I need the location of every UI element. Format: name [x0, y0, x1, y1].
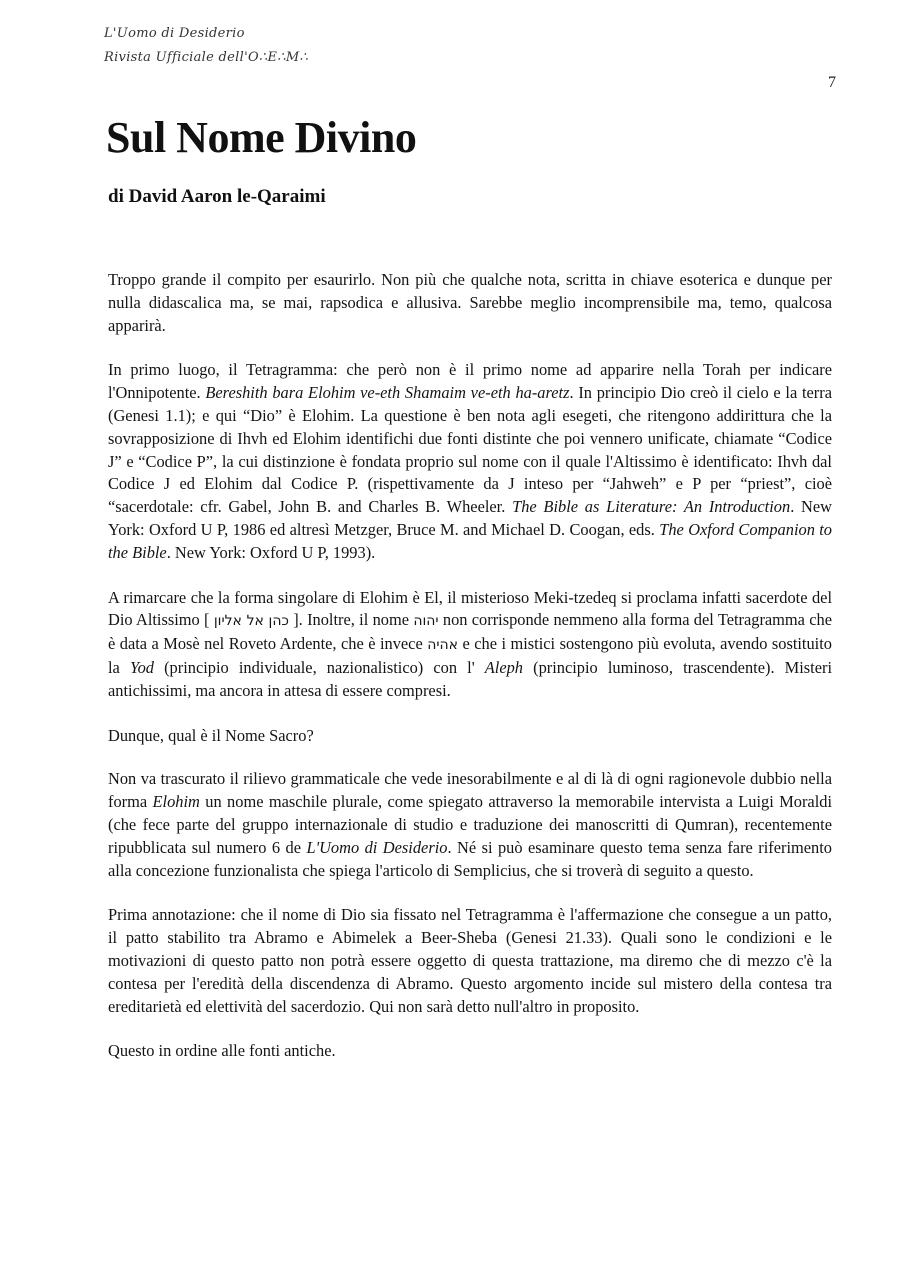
paragraph-6: Prima annotazione: che il nome di Dio sia fissato nel Tetragramma è l'affermazione che consegue a un patto, il patto stabilito tra Abramo e Abimelek a Beer-Sheba (Genesi 21.33). Quali sono le condizioni e le motivazioni di questo patto non potrà essere oggetto di questa trattazione, ma diremo che di mezzo c'è la contesa per l'eredità della discendenza di Abramo. Questo argomento incide sul mistero della contesa tra ereditarietà ed elettività del sacerdozio. Qui non sarà detto null'altro in proposito.	[108, 905, 832, 1016]
italic-term: Yod	[129, 657, 154, 677]
text-span: e che i mistici sostengono più evoluta, avendo sostituito la	[108, 634, 832, 677]
running-header-title: L'Uomo di Desiderio	[104, 26, 245, 41]
text-span: ]. Inoltre, il nome	[288, 610, 414, 630]
page-number: 7	[828, 74, 836, 91]
hebrew-text: אהיה	[427, 637, 458, 654]
text-span: . In principio Dio creò il cielo e la terra (Genesi 1.1); e qui “Dio” è Elohim. La questione è ben nota agli esegeti, che ritengono addirittura che la sovrapposizione di Ihvh ed Elohim identifichi due fonti distinte che poi vennero unificate, chiamate “Codice J” e “Codice P”, la cui distinzione è fondata proprio sul nome con il quale l'Altissimo è identificato: Ihvh dal Codice J ed Elohim dal Codice P. (rispettivamente da J inteso per “Jahweh” e P per “priest”, cioè “sacerdotale: cfr. Gabel, John B. and Charles B. Wheeler.	[108, 383, 833, 517]
italic-quote: Bereshith bara Elohim ve-eth Shamaim ve-eth ha-aretz	[205, 383, 570, 403]
book-title: The Bible as Literature: An Introduction	[512, 497, 791, 517]
paragraph-1: Troppo grande il compito per esaurirlo. Non più che qualche nota, scritta in chiave esoterica e dunque per nulla didascalica ma, se mai, rapsodica e allusiva. Sarebbe meglio incomprensibile ma, temo, qualcosa apparirà.	[108, 270, 832, 335]
text-span: non corrisponde nemmeno alla forma del Tetragramma che è data a Mosè nel Roveto Ardente, che è invece	[108, 610, 833, 654]
text-span: A rimarcare che la forma singolare di Elohim è El, il misterioso Meki-tzedeq si proclama infatti sacerdote del Dio Altissimo [	[108, 587, 832, 630]
text-span: . New York: Oxford U P, 1993).	[166, 542, 376, 562]
paragraph-2	[108, 359, 832, 564]
page-title: Sul Nome Divino	[106, 113, 417, 162]
running-header-subtitle: Rivista Ufficiale dell'O∴E∴M∴	[104, 50, 309, 65]
italic-term: Elohim	[152, 792, 200, 812]
paragraph-4: Dunque, qual è il Nome Sacro?	[108, 725, 314, 745]
hebrew-text: יהוה	[413, 613, 439, 630]
text-span: (principio luminoso, trascendente). Misteri antichissimi, ma ancora in attesa di essere compresi.	[108, 657, 832, 700]
article-body	[108, 269, 832, 1085]
paragraph-3	[108, 587, 832, 703]
text-span: In primo luogo, il Tetragramma: che però non è il primo nome ad apparire nella Torah per indicare l'Onnipotente.	[108, 360, 832, 403]
book-title: The Oxford Companion to the Bible	[108, 519, 833, 562]
text-span: (principio individuale, nazionalistico) con l'	[153, 657, 485, 677]
italic-term: Aleph	[484, 657, 523, 677]
magazine-title: L'Uomo di Desiderio	[306, 837, 448, 857]
text-span: un nome maschile plurale, come spiegato attraverso la memorabile intervista a Luigi Moraldi (che fece parte del gruppo internazionale di studio e traduzione dei manoscritti di Qumran), recentemente ripubblicata sul numero 6 de	[108, 792, 832, 857]
text-span: Non va trascurato il rilievo grammaticale che vede inesorabilmente e al di là di ogni ragionevole dubbio nella forma	[108, 769, 832, 812]
text-span: . Né si può esaminare questo tema senza fare riferimento alla concezione funzionalista che spiega l'articolo di Semplicius, che si troverà di seguito a questo.	[108, 837, 832, 880]
hebrew-text: כהן אל אליון	[213, 613, 289, 630]
byline: di David Aaron le-Qaraimi	[108, 186, 326, 207]
paragraph-5	[108, 768, 832, 882]
paragraph-7: Questo in ordine alle fonti antiche.	[108, 1041, 336, 1061]
text-span: . New York: Oxford U P, 1986 ed altresì Metzger, Bruce M. and Michael D. Coogan, eds.	[108, 497, 832, 539]
